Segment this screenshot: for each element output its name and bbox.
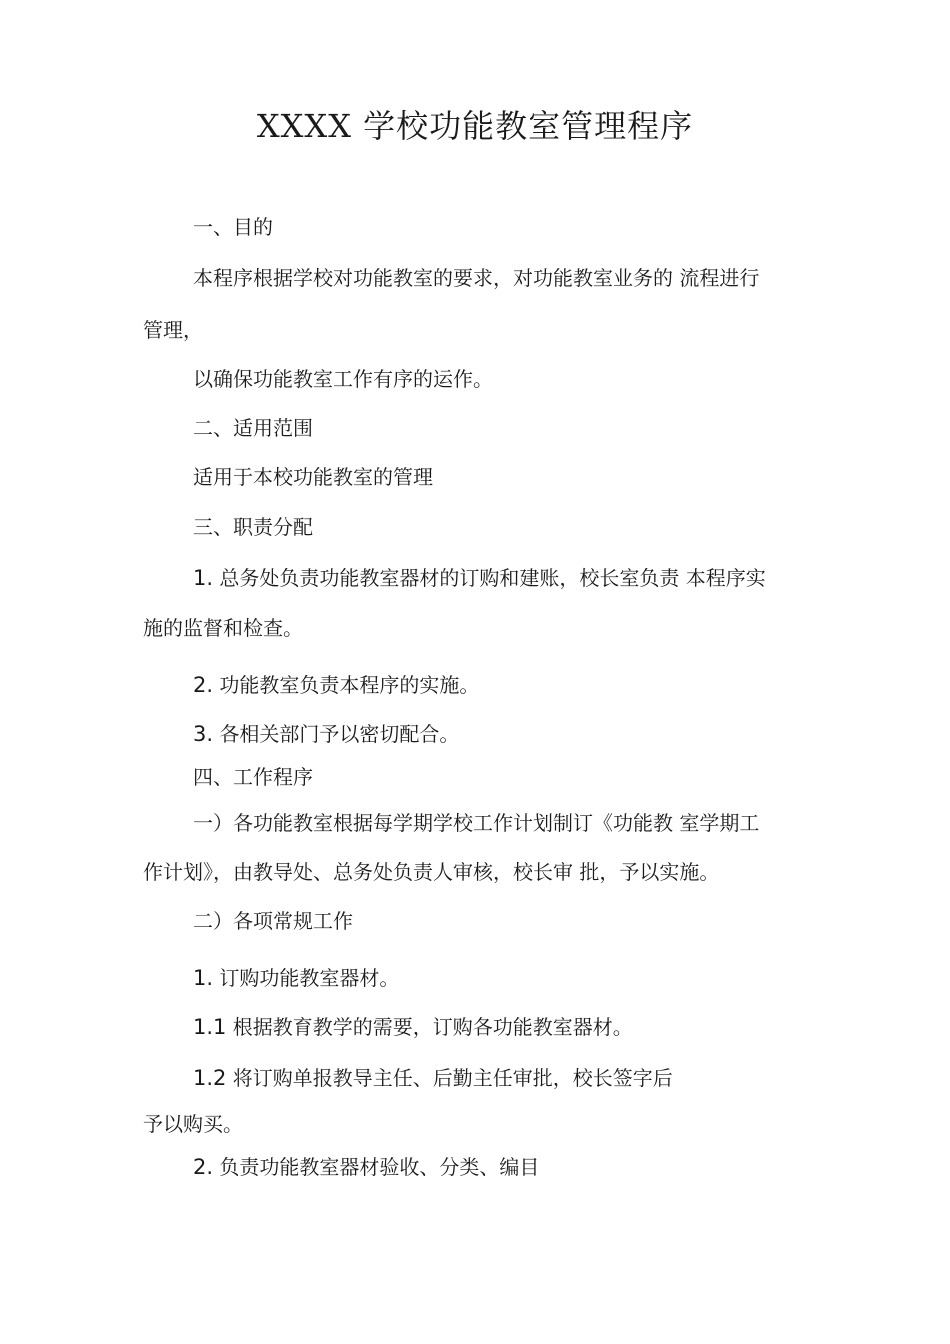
- item-number: 3.: [193, 722, 214, 746]
- line-text: 总务处负责功能教室器材的订购和建账，校长室负责 本程序实: [219, 566, 766, 590]
- line-text: 施的监督和检查。: [143, 616, 303, 640]
- line-text: 作计划》，由教导处、总务处负责人审核，校长审 批，予以实施。: [143, 860, 720, 884]
- subsection-heading: [193, 906, 353, 936]
- item-number: 1.2: [193, 1066, 227, 1090]
- item-number: 1.: [193, 966, 214, 990]
- section-heading-responsibilities: [193, 512, 313, 542]
- list-item: [193, 719, 459, 749]
- paragraph-line: [143, 1109, 243, 1139]
- line-text: 二、适用范围: [193, 416, 313, 440]
- paragraph-line: [193, 462, 433, 492]
- paragraph-line: [143, 613, 303, 643]
- line-text: 订购功能教室器材。: [219, 966, 400, 990]
- line-text: 根据教育教学的需要，订购各功能教室器材。: [232, 1015, 633, 1039]
- paragraph-line: [193, 364, 493, 394]
- item-number: 1.: [193, 566, 214, 590]
- paragraph-line: [193, 808, 759, 838]
- item-number: 2.: [193, 673, 214, 697]
- line-text: 一、目的: [193, 215, 273, 239]
- list-item: [193, 963, 399, 993]
- paragraph-line: [193, 263, 759, 293]
- line-text: 适用于本校功能教室的管理: [193, 465, 433, 489]
- list-item: [193, 670, 479, 700]
- line-text: 本程序根据学校对功能教室的要求，对功能教室业务的 流程进行: [193, 266, 760, 290]
- list-item: [193, 563, 766, 593]
- document-title: XXXX 学校功能教室管理程序: [256, 107, 694, 145]
- line-text: 二）各项常规工作: [193, 909, 353, 933]
- line-text: 四、工作程序: [193, 765, 313, 789]
- list-item: [193, 1152, 539, 1182]
- list-item: [193, 1012, 633, 1042]
- line-text: 负责功能教室器材验收、分类、编目: [219, 1155, 540, 1179]
- section-heading-procedure: [193, 762, 313, 792]
- line-text: 予以购买。: [143, 1112, 243, 1136]
- section-heading-purpose: [193, 212, 273, 242]
- line-text: 各相关部门予以密切配合。: [219, 722, 460, 746]
- section-heading-scope: [193, 413, 313, 443]
- paragraph-line: [143, 857, 719, 887]
- line-text: 三、职责分配: [193, 515, 313, 539]
- line-text: 一）各功能教室根据每学期学校工作计划制订《功能教 室学期工: [193, 811, 760, 835]
- line-text: 将订购单报教导主任、后勤主任审批，校长签字后: [232, 1066, 673, 1090]
- paragraph-line: [143, 315, 203, 345]
- list-item: [193, 1063, 673, 1093]
- line-text: 以确保功能教室工作有序的运作。: [193, 367, 493, 391]
- item-number: 1.1: [193, 1015, 227, 1039]
- line-text: 功能教室负责本程序的实施。: [219, 673, 480, 697]
- item-number: 2.: [193, 1155, 214, 1179]
- line-text: 管理，: [143, 318, 203, 342]
